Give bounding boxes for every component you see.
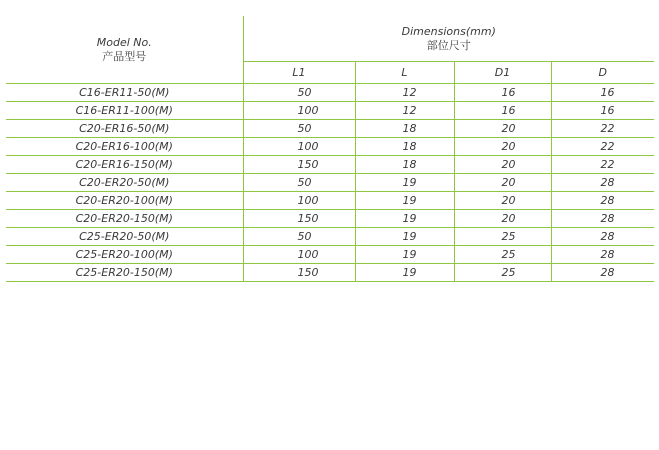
model-cell: C20-ER16-150(M) xyxy=(6,156,243,174)
d-cell: 28 xyxy=(551,246,654,264)
dimensions-header-cell xyxy=(243,16,654,62)
model-header-en: Model No. xyxy=(96,35,152,49)
d1-cell: 20 xyxy=(454,210,551,228)
d1-cell: 20 xyxy=(454,174,551,192)
d-cell: 28 xyxy=(551,174,654,192)
model-cell: C20-ER20-50(M) xyxy=(6,174,243,192)
d1-cell: 16 xyxy=(454,84,551,102)
table-row xyxy=(6,174,654,192)
table-header xyxy=(6,16,654,84)
d1-cell: 20 xyxy=(454,120,551,138)
l1-cell: 50 xyxy=(243,120,355,138)
model-cell: C25-ER20-50(M) xyxy=(6,228,243,246)
l1-cell: 100 xyxy=(243,246,355,264)
column-header-d: D xyxy=(551,62,654,84)
header-row-top xyxy=(6,16,654,62)
d1-cell: 25 xyxy=(454,264,551,282)
l-cell: 19 xyxy=(355,228,454,246)
dimensions-header-en: Dimensions(mm) xyxy=(401,24,496,38)
d-cell: 22 xyxy=(551,120,654,138)
model-cell: C20-ER16-50(M) xyxy=(6,120,243,138)
d-cell: 22 xyxy=(551,138,654,156)
l1-cell: 100 xyxy=(243,138,355,156)
column-header-d1: D1 xyxy=(454,62,551,84)
l1-cell: 150 xyxy=(243,210,355,228)
table-row xyxy=(6,102,654,120)
d-cell: 28 xyxy=(551,210,654,228)
l-cell: 19 xyxy=(355,246,454,264)
table-row xyxy=(6,246,654,264)
table-row xyxy=(6,120,654,138)
d1-cell: 16 xyxy=(454,102,551,120)
spec-table xyxy=(6,16,654,282)
l-cell: 12 xyxy=(355,84,454,102)
column-header-l1: L1 xyxy=(243,62,355,84)
column-header-l: L xyxy=(355,62,454,84)
l1-cell: 50 xyxy=(243,228,355,246)
l-cell: 19 xyxy=(355,264,454,282)
l1-cell: 100 xyxy=(243,192,355,210)
l1-cell: 50 xyxy=(243,84,355,102)
table-body xyxy=(6,84,654,282)
d-cell: 28 xyxy=(551,192,654,210)
d-cell: 28 xyxy=(551,228,654,246)
l-cell: 19 xyxy=(355,192,454,210)
d1-cell: 25 xyxy=(454,228,551,246)
l-cell: 18 xyxy=(355,138,454,156)
table-row xyxy=(6,84,654,102)
d1-cell: 20 xyxy=(454,192,551,210)
l-cell: 18 xyxy=(355,120,454,138)
d1-cell: 20 xyxy=(454,156,551,174)
d-cell: 16 xyxy=(551,102,654,120)
model-cell: C20-ER20-100(M) xyxy=(6,192,243,210)
dimensions-header-cn: 部位尺寸 xyxy=(426,38,471,52)
l-cell: 18 xyxy=(355,156,454,174)
l1-cell: 150 xyxy=(243,264,355,282)
table-row xyxy=(6,138,654,156)
d-cell: 16 xyxy=(551,84,654,102)
model-cell: C20-ER16-100(M) xyxy=(6,138,243,156)
d-cell: 22 xyxy=(551,156,654,174)
l-cell: 19 xyxy=(355,174,454,192)
model-cell: C25-ER20-100(M) xyxy=(6,246,243,264)
d1-cell: 25 xyxy=(454,246,551,264)
model-cell: C16-ER11-50(M) xyxy=(6,84,243,102)
l1-cell: 150 xyxy=(243,156,355,174)
table-row xyxy=(6,156,654,174)
model-cell: C16-ER11-100(M) xyxy=(6,102,243,120)
l-cell: 19 xyxy=(355,210,454,228)
model-cell: C20-ER20-150(M) xyxy=(6,210,243,228)
l1-cell: 50 xyxy=(243,174,355,192)
table-row xyxy=(6,264,654,282)
d-cell: 28 xyxy=(551,264,654,282)
model-header-cn: 产品型号 xyxy=(102,49,147,63)
d1-cell: 20 xyxy=(454,138,551,156)
model-header-cell xyxy=(6,16,243,84)
table-row xyxy=(6,228,654,246)
table-row xyxy=(6,192,654,210)
l1-cell: 100 xyxy=(243,102,355,120)
table-row xyxy=(6,210,654,228)
l-cell: 12 xyxy=(355,102,454,120)
model-cell: C25-ER20-150(M) xyxy=(6,264,243,282)
